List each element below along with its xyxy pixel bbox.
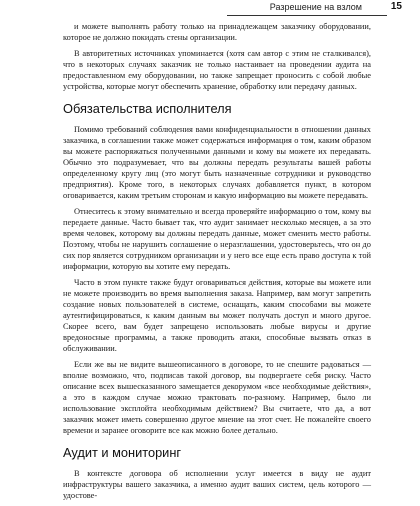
- paragraph: Часто в этом пункте также будут оговариваться действия, которые вы можете или не можете производить во время выполнения заказа. Например, вам могут запретить создание новых пользователей в системе, оснащать, каким способами вы можете аутентифицироваться, к каким данным вы может получать доступ и много другое. Скорее всего, вам будет запрещено использовать любые вирусы и другие вредоносные программы, а также проводить атаки, способные вызвать отказ в обслуживании.: [63, 278, 371, 353]
- running-header: [0, 2, 420, 15]
- paragraph: Отнеситесь к этому внимательно и всегда проверяйте информацию о том, кому вы передаете данные. Часто бывает так, что аудит занимает несколько месяцев, а за это время человек, которому вы должны передать данные, может сменить место работы. Поэтому, чтобы не нарушить соглашение о неразглашении, удостоверьтесь, что он до сих пор является сотрудником организации и у него все еще есть право доступа к той информации, которую вы хотите ему передать.: [63, 207, 371, 271]
- running-header-title: Разрешение на взлом: [269, 2, 362, 12]
- page-number: 15: [390, 1, 402, 12]
- paragraph: В контексте договора об исполнении услуг имеется в виду не аудит инфраструктуры вашего заказчика, а именно аудит ваших систем, цель которого — удостове-: [63, 469, 371, 500]
- paragraph: Помимо требований соблюдения вами конфиденциальности в отношении данных заказчика, в соглашении также может содержаться информация о том, каким образом вы можете распоряжаться полученными данными и кому вы можете их передавать. Обычно это подразумевает, что вы должны передать результаты вашей работы определенному кругу лиц (это могут быть назначенные сотрудники и руководство предприятия). Кроме того, в некоторых случаях добавляется пункт, в котором оговаривается, каким третьим сторонам и какую информацию вы можете передавать.: [63, 125, 371, 200]
- paragraph: В авторитетных источниках упоминается (хотя сам автор с этим не сталкивался), что в некоторых случаях заказчик не только настаивает на проведении аудита на предоставленном ему оборудовании, но также запрещает проносить с собой любые устройства, которые могут обеспечить хранение, обработку или передачу данных.: [63, 49, 371, 91]
- paragraph: Если же вы не видите вышеописанного в договоре, то не спешите радоваться — вполне возможно, что, подписав такой договор, вы подвергаете себя риску. Часто описание всех вышесказанного замещается декорумом «все необходимые действия», а это в каждом случае можно трактовать по-разному. Например, было ли использование эксплойта необходимым действием? Вы считаете, что да, а вот заказчик может иметь совершенно другое мнение на этот счет. Не пожалейте своего времени и заранее оговорите все как можно более детально.: [63, 360, 371, 435]
- paragraph-continued: и можете выполнять работу только на принадлежащем заказчику оборудовании, которое не должно покидать стены организации.: [63, 22, 371, 42]
- text-column: [63, 21, 371, 506]
- section-heading-contractor-obligations: Обязательства исполнителя: [63, 101, 232, 116]
- header-rule: [227, 15, 387, 16]
- section-heading-audit-monitoring: Аудит и мониторинг: [63, 445, 182, 460]
